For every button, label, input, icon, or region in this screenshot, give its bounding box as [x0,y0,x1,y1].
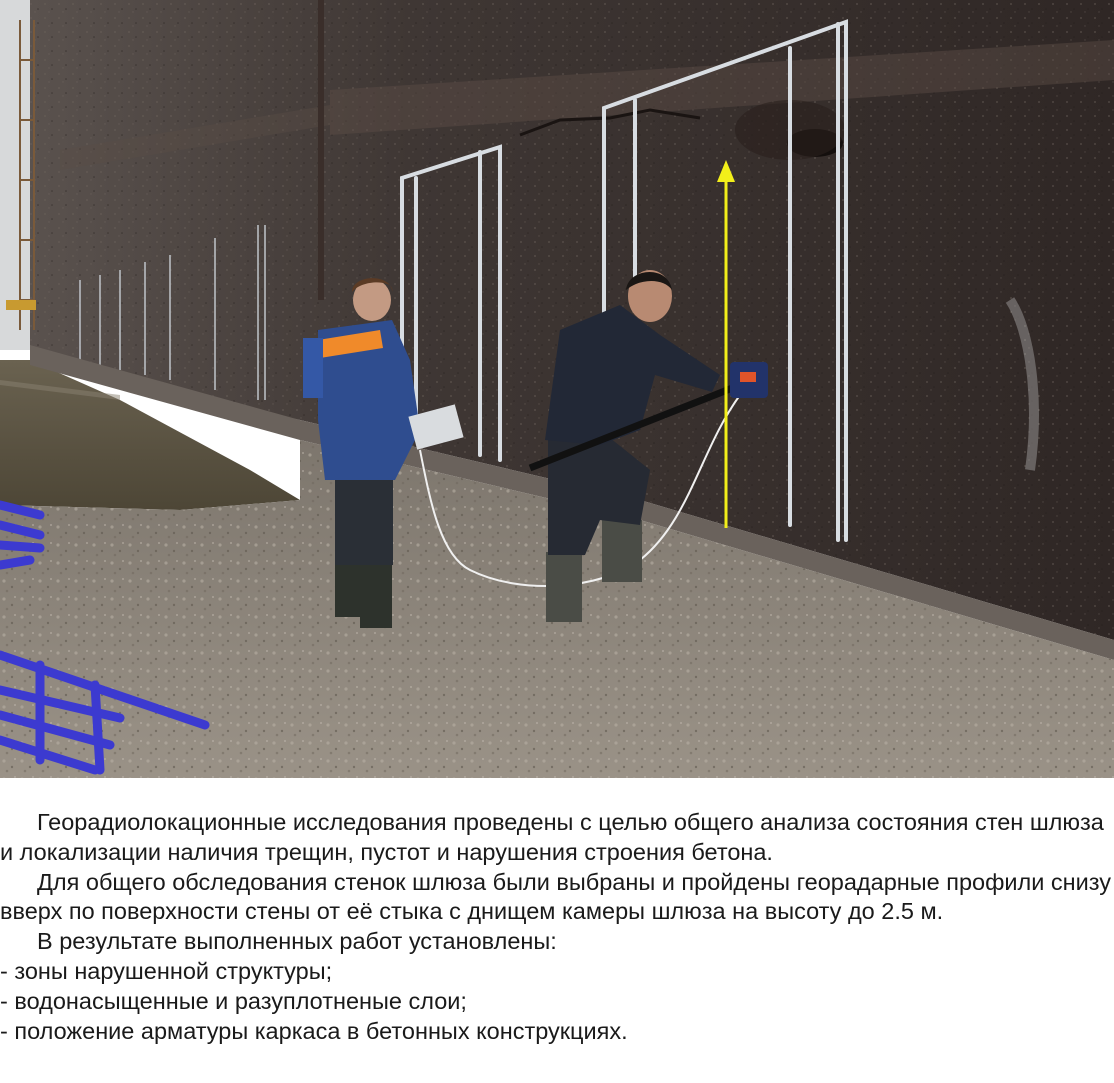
list-item-1: - зоны нарушенной структуры; [0,957,333,984]
paragraph-3: В результате выполненных работ установлены: [37,928,557,955]
paragraph-1: Георадиолокационные исследования проведены с целью общего анализа состояния стен шлюза и локализации наличия трещин, пустот и нарушения строения бетона. [0,809,1104,865]
paragraph-2: Для общего обследования стенок шлюза были выбраны и пройдены георадарные профили снизу вверх по поверхности стены от её стыка с днищем камеры шлюза на высоту до 2.5 м. [0,868,1112,925]
list-item-3: - положение арматуры каркаса в бетонных конструкциях. [0,1017,628,1044]
wall-pipe [318,0,324,300]
list-item-2: - водонасыщенные и разуплотненые слои; [0,987,467,1014]
description-text [0,808,1114,1046]
